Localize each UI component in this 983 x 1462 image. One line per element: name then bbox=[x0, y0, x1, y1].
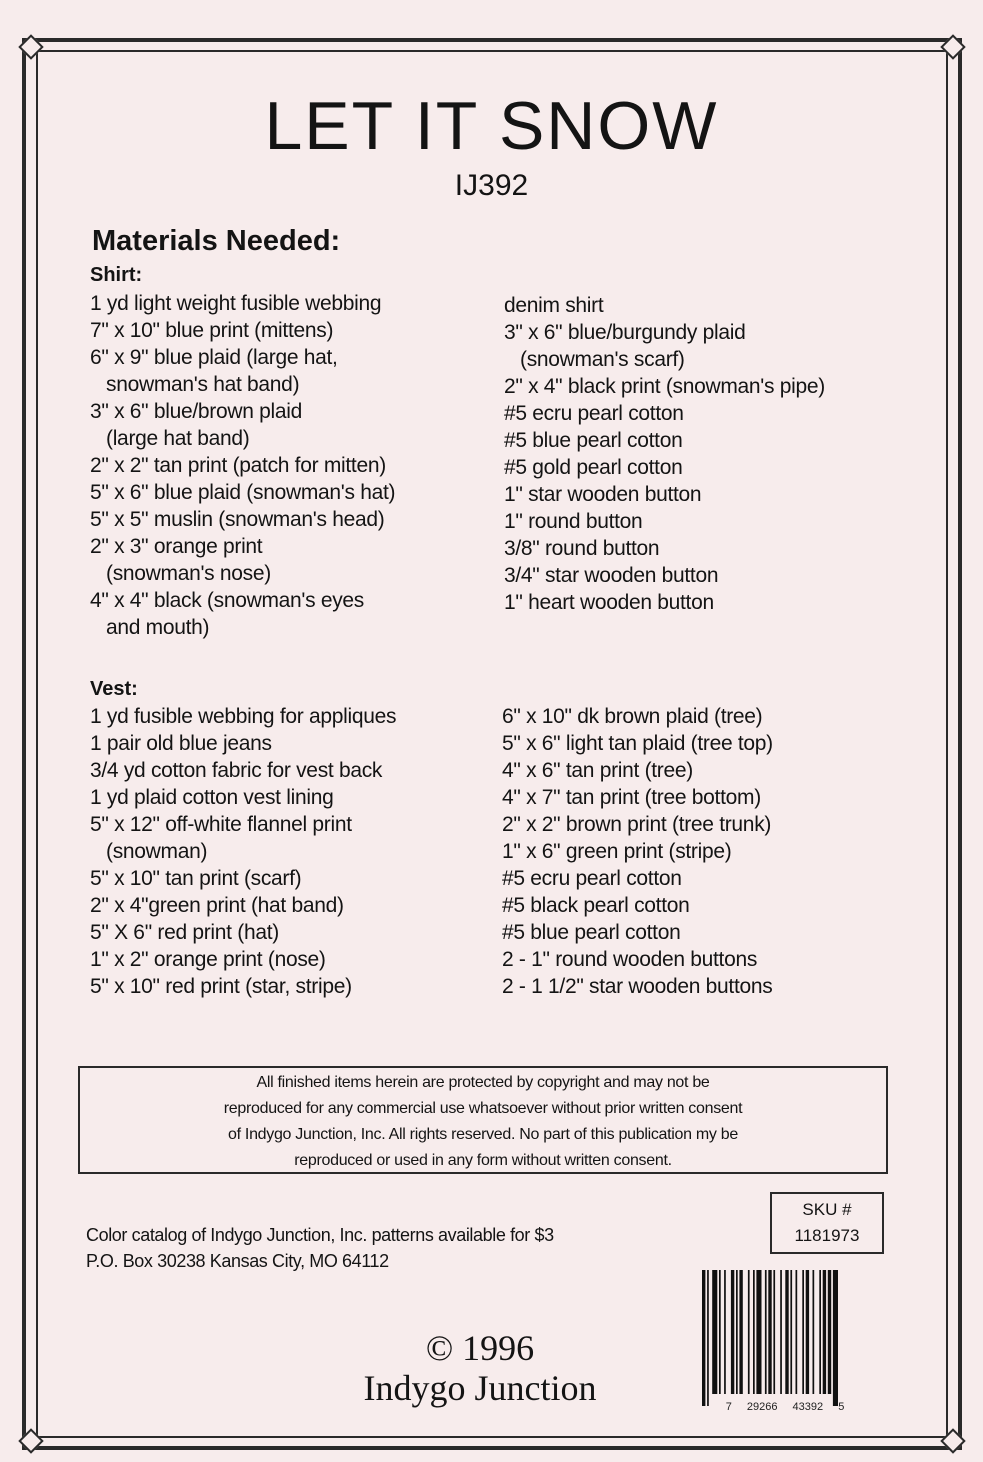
barcode-digit: 5 bbox=[838, 1401, 845, 1413]
barcode-bar bbox=[785, 1270, 788, 1394]
barcode-bar bbox=[823, 1270, 826, 1394]
material-item: #5 ecru pearl cotton bbox=[504, 402, 684, 425]
shirt-materials-left bbox=[90, 290, 395, 641]
material-item: 4" x 4" black (snowman's eyes bbox=[90, 589, 365, 612]
material-item: 5" x 12" off-white flannel print bbox=[90, 813, 352, 836]
material-item: 1" round button bbox=[504, 510, 643, 533]
barcode-bar bbox=[736, 1270, 738, 1394]
notice-line: reproduced for any commercial use whatsoever without prior written consent bbox=[223, 1100, 743, 1117]
publisher-name: Indygo Junction bbox=[363, 1368, 597, 1408]
material-item: 1 pair old blue jeans bbox=[90, 732, 272, 755]
barcode-bar bbox=[739, 1270, 742, 1394]
barcode-bar bbox=[796, 1270, 798, 1394]
barcode-bar bbox=[702, 1270, 705, 1406]
material-item: (snowman) bbox=[106, 840, 208, 863]
barcode-digit: 43392 bbox=[792, 1401, 824, 1413]
material-item: 1 yd fusible webbing for appliques bbox=[90, 705, 397, 728]
barcode-bar bbox=[765, 1270, 767, 1394]
barcode-bar bbox=[731, 1270, 734, 1394]
material-item: #5 ecru pearl cotton bbox=[502, 867, 682, 890]
material-item: 6" x 9" blue plaid (large hat, bbox=[90, 346, 338, 369]
material-item: 2 - 1 1/2" star wooden buttons bbox=[502, 975, 773, 998]
material-item: 5" x 6" light tan plaid (tree top) bbox=[502, 732, 773, 755]
material-item: (snowman's scarf) bbox=[520, 348, 685, 371]
barcode-digit: 7 bbox=[725, 1401, 732, 1413]
barcode-bar bbox=[828, 1270, 831, 1394]
vest-label: Vest: bbox=[90, 678, 138, 700]
material-item: 6" x 10" dk brown plaid (tree) bbox=[502, 705, 763, 728]
barcode-bar bbox=[806, 1270, 809, 1394]
vest-materials-right bbox=[502, 703, 773, 1000]
material-item: 4" x 6" tan print (tree) bbox=[502, 759, 693, 782]
material-item: 3" x 6" blue/burgundy plaid bbox=[504, 321, 746, 344]
catalog-line: Color catalog of Indygo Junction, Inc. patterns available for $3 bbox=[86, 1225, 554, 1245]
shirt-materials-right bbox=[504, 292, 825, 616]
barcode-bar bbox=[712, 1270, 717, 1394]
material-item: 2" x 2" tan print (patch for mitten) bbox=[90, 454, 386, 477]
notice-line: reproduced or used in any form without written consent. bbox=[294, 1152, 672, 1169]
barcode-digits bbox=[690, 1400, 880, 1414]
material-item: 2" x 3" orange print bbox=[90, 535, 263, 558]
material-item: 1 yd light weight fusible webbing bbox=[90, 292, 382, 315]
material-item: #5 blue pearl cotton bbox=[504, 429, 683, 452]
barcode-bar bbox=[768, 1270, 771, 1394]
material-item: 7" x 10" blue print (mittens) bbox=[90, 319, 334, 342]
sku-box bbox=[770, 1192, 884, 1254]
material-item: (snowman's nose) bbox=[106, 562, 271, 585]
barcode-bar bbox=[790, 1270, 792, 1394]
material-item: #5 blue pearl cotton bbox=[502, 921, 681, 944]
pattern-title: LET IT SNOW bbox=[264, 88, 719, 164]
barcode-bar bbox=[813, 1270, 815, 1394]
notice-line: of Indygo Junction, Inc. All rights reserved. No part of this publication my be bbox=[228, 1126, 738, 1143]
barcode-bar bbox=[773, 1270, 775, 1394]
copyright-year: © 1996 bbox=[425, 1328, 535, 1368]
barcode-bar bbox=[707, 1270, 709, 1406]
material-item: #5 black pearl cotton bbox=[502, 894, 690, 917]
material-item: 3" x 6" blue/brown plaid bbox=[90, 400, 303, 423]
material-item: and mouth) bbox=[106, 616, 210, 639]
copyright-notice bbox=[78, 1066, 888, 1174]
barcode-bar bbox=[753, 1270, 755, 1394]
materials-heading: Materials Needed: bbox=[92, 225, 341, 257]
barcode-bar bbox=[819, 1270, 821, 1394]
material-item: 2" x 2" brown print (tree trunk) bbox=[502, 813, 772, 836]
material-item: 2 - 1" round wooden buttons bbox=[502, 948, 758, 971]
vest-materials-left bbox=[90, 703, 396, 1000]
barcode-bar bbox=[833, 1270, 838, 1406]
material-item: 5" x 6" blue plaid (snowman's hat) bbox=[90, 481, 396, 504]
catalog-info bbox=[86, 1222, 554, 1274]
material-item: 2" x 4"green print (hat band) bbox=[90, 894, 344, 917]
material-item: 5" X 6" red print (hat) bbox=[90, 921, 279, 944]
material-item: #5 gold pearl cotton bbox=[504, 456, 683, 479]
barcode-bar bbox=[756, 1270, 761, 1394]
notice-line: All finished items herein are protected by copyright and may not be bbox=[256, 1074, 710, 1091]
material-item: 3/8" round button bbox=[504, 537, 660, 560]
material-item: 1" star wooden button bbox=[504, 483, 702, 506]
material-item: 1 yd plaid cotton vest lining bbox=[90, 786, 334, 809]
barcode-bar bbox=[719, 1270, 721, 1394]
material-item: 1" x 2" orange print (nose) bbox=[90, 948, 326, 971]
barcode-bars bbox=[700, 1270, 876, 1406]
sku-label: SKU # bbox=[802, 1200, 852, 1219]
barcode-bar bbox=[802, 1270, 804, 1394]
sku-value: 1181973 bbox=[794, 1226, 860, 1245]
material-item: denim shirt bbox=[504, 294, 604, 317]
pattern-code: IJ392 bbox=[454, 169, 529, 202]
barcode-bar bbox=[780, 1270, 782, 1394]
barcode bbox=[690, 1270, 880, 1420]
material-item: 5" x 10" red print (star, stripe) bbox=[90, 975, 352, 998]
address-line: P.O. Box 30238 Kansas City, MO 64112 bbox=[86, 1251, 389, 1271]
material-item: 2" x 4" black print (snowman's pipe) bbox=[504, 375, 825, 398]
material-item: 4" x 7" tan print (tree bottom) bbox=[502, 786, 761, 809]
material-item: 3/4 yd cotton fabric for vest back bbox=[90, 759, 383, 782]
material-item: 3/4" star wooden button bbox=[504, 564, 719, 587]
material-item: 5" x 10" tan print (scarf) bbox=[90, 867, 302, 890]
shirt-label: Shirt: bbox=[90, 264, 143, 286]
material-item: (large hat band) bbox=[106, 427, 250, 450]
barcode-bar bbox=[748, 1270, 750, 1394]
barcode-digit: 29266 bbox=[746, 1401, 778, 1413]
barcode-bar bbox=[724, 1270, 726, 1394]
material-item: 5" x 5" muslin (snowman's head) bbox=[90, 508, 385, 531]
material-item: 1" x 6" green print (stripe) bbox=[502, 840, 732, 863]
material-item: 1" heart wooden button bbox=[504, 591, 714, 614]
material-item: snowman's hat band) bbox=[106, 373, 300, 396]
publisher-copyright bbox=[330, 1328, 630, 1408]
